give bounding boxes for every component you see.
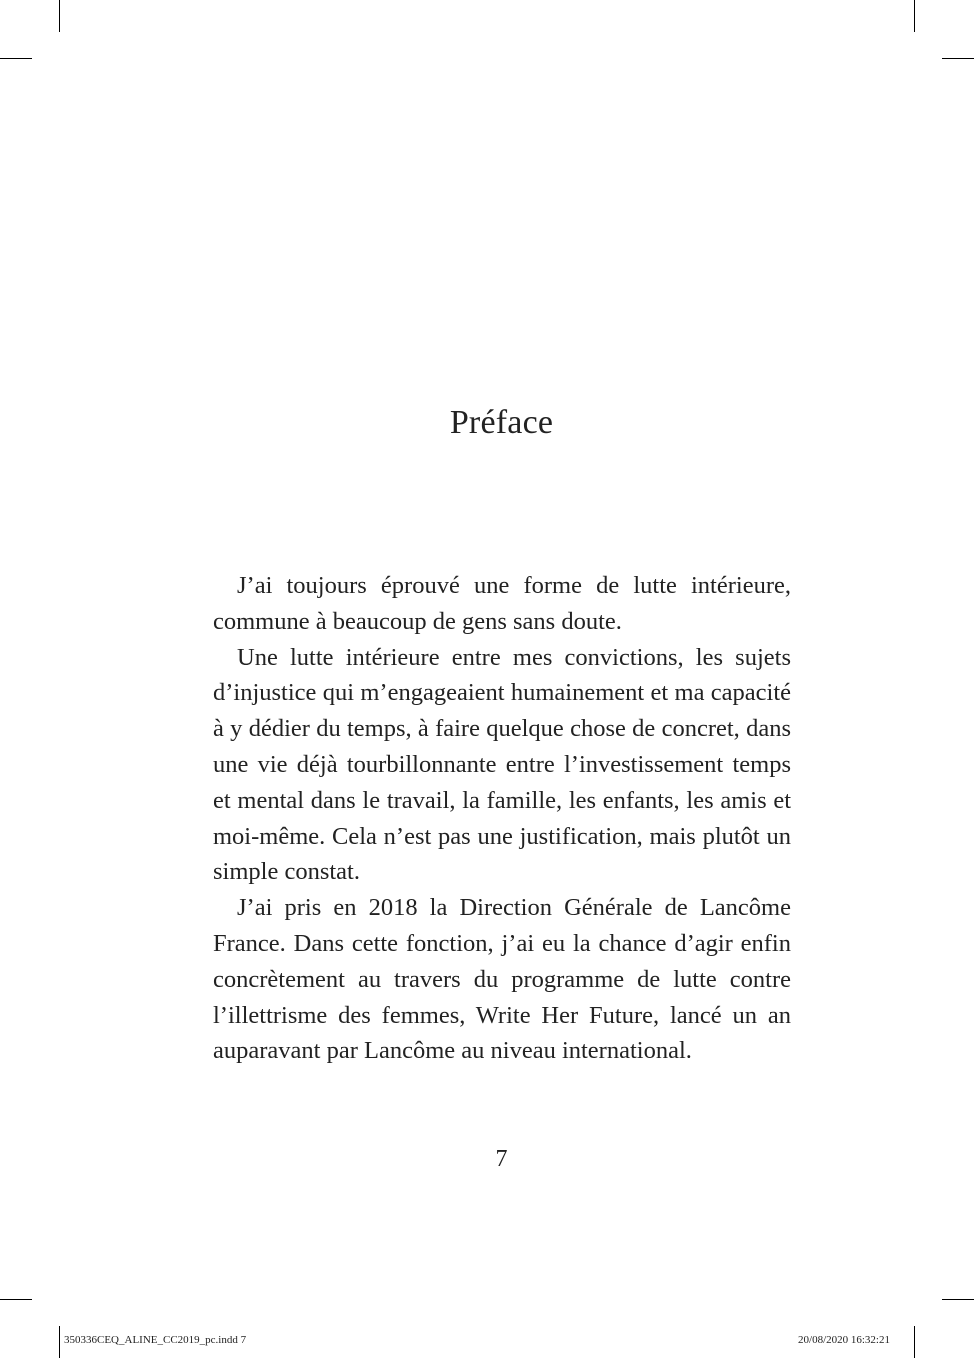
paragraph: Une lutte intérieure entre mes convictions, les sujets d’injustice qui m’engageaient humainement et ma capacité à y dédier du temps, à faire quelque chose de concret, dans une vie déjà tourbillonnante entre l’investissement temps et mental dans le travail, la famille, les enfants, les amis et moi-même. Cela n’est pas une justification, mais plutôt un simple constat. <box>213 643 791 886</box>
crop-mark-top-right-vertical <box>914 0 915 32</box>
page-number: 7 <box>495 1146 508 1172</box>
crop-mark-bottom-right-horizontal <box>942 1299 974 1300</box>
paragraph: J’ai toujours éprouvé une forme de lutte intérieure, commune à beaucoup de gens sans doute. <box>213 572 791 635</box>
slug-datetime: 20/08/2020 16:32:21 <box>798 1334 890 1346</box>
crop-mark-bottom-left-vertical <box>59 1326 60 1358</box>
crop-mark-bottom-right-vertical <box>914 1326 915 1358</box>
crop-mark-bottom-left-horizontal <box>0 1299 32 1300</box>
slug-filename: 350336CEQ_ALINE_CC2019_pc.indd 7 <box>64 1334 247 1346</box>
body-text <box>213 568 791 1069</box>
crop-mark-top-right-horizontal <box>942 58 974 59</box>
page-title: Préface <box>449 404 554 441</box>
crop-mark-top-left-horizontal <box>0 58 32 59</box>
paragraph: J’ai pris en 2018 la Direction Générale de Lancôme France. Dans cette fonction, j’ai eu la chance d’agir enfin concrètement au travers du programme de lutte contre l’illettrisme des femmes, Write Her Future, lancé un an auparavant par Lancôme au niveau international. <box>213 894 791 1065</box>
crop-mark-top-left-vertical <box>59 0 60 32</box>
